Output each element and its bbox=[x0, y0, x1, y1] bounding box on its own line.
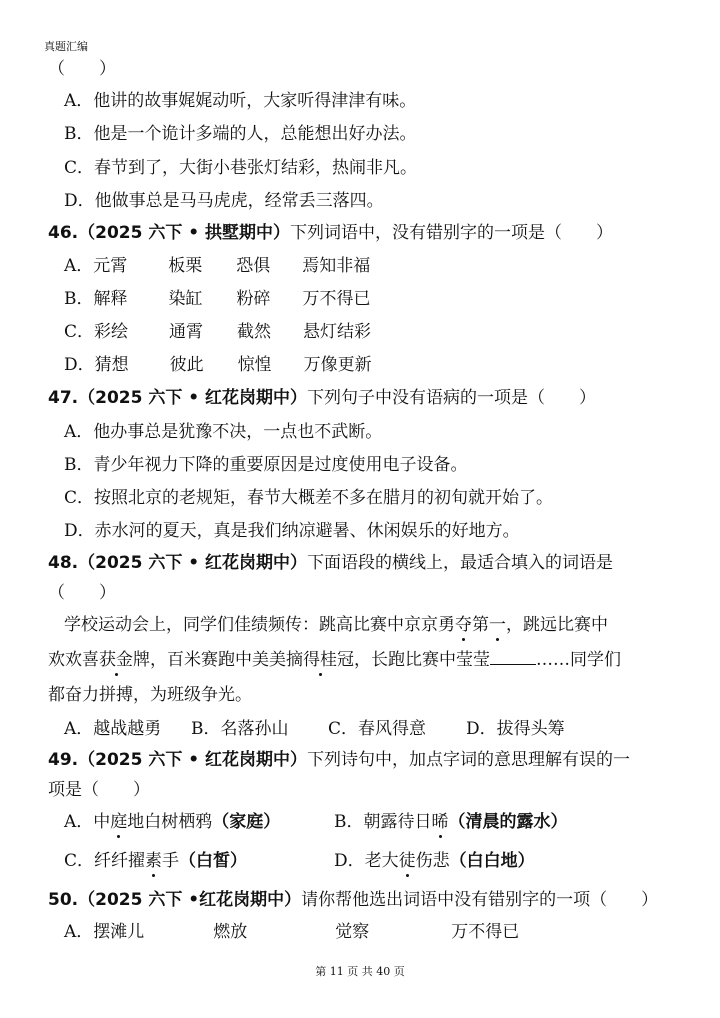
q47-option-d: D．赤水河的夏天，真是我们纳凉避暑、休闲娱乐的好地方。 bbox=[64, 521, 520, 541]
q50-a-letter: A． bbox=[64, 922, 94, 942]
q50-a-word-4: 万不得已 bbox=[451, 922, 520, 942]
q49-d-dotted-char: 徒 bbox=[398, 851, 416, 871]
q48-passage-text: ，跳远比赛中 bbox=[506, 615, 608, 635]
q46-b-word-3: 粉碎 bbox=[236, 289, 271, 309]
q49-options-row-2 bbox=[64, 850, 535, 872]
q46-b-letter: B． bbox=[64, 289, 94, 309]
q46-source: （2025 六下 • 拱墅期中） bbox=[78, 223, 291, 243]
q46-c-word-2: 通霄 bbox=[169, 322, 204, 342]
q45-option-c: C．春节到了，大街小巷张灯结彩，热闹非凡。 bbox=[64, 158, 418, 178]
q49-d-text: D．老大 bbox=[334, 851, 399, 871]
q49-b-text: B．朝露待日 bbox=[334, 812, 432, 832]
q49-stem-line-2: 项是（ ） bbox=[48, 780, 150, 800]
q48-passage-text: ，百米赛跑中美美 bbox=[150, 650, 286, 670]
q48-passage-line-1 bbox=[64, 614, 608, 636]
q49-option-c bbox=[64, 850, 334, 872]
q49-source: （2025 六下 • 红花岗期中） bbox=[78, 750, 308, 770]
q46-option-d bbox=[64, 354, 372, 376]
q50-number: 50. bbox=[48, 890, 79, 910]
q49-option-d bbox=[334, 851, 535, 871]
q48-passage-text: 学校运动会上，同学们佳绩频传：跳高比赛中京京勇 bbox=[64, 615, 455, 635]
q45-option-a: A．他讲的故事娓娓动听，大家听得津津有味。 bbox=[64, 91, 417, 111]
q46-option-c bbox=[64, 321, 371, 343]
q47-source: （2025 六下 • 红花岗期中） bbox=[78, 388, 308, 408]
q48-dotted-phrase: 喜获金牌 bbox=[82, 650, 150, 670]
q46-b-word-2: 染缸 bbox=[168, 289, 203, 309]
q49-c-text: 手 bbox=[162, 851, 180, 871]
q48-number: 48. bbox=[48, 553, 79, 573]
q48-passage-text: 第 bbox=[472, 615, 489, 635]
q49-c-dotted-char: 素 bbox=[145, 851, 163, 871]
q46-stem: 下列词语中，没有错别字的一项是（ ） bbox=[290, 223, 614, 243]
q50-a-word-3: 觉察 bbox=[335, 922, 370, 942]
q49-d-text: 伤悲 bbox=[415, 851, 450, 871]
q48-source: （2025 六下 • 红花岗期中） bbox=[78, 553, 308, 573]
q49-option-b bbox=[334, 812, 568, 832]
q48-passage-text: ，长跑比赛中莹莹 bbox=[354, 650, 490, 670]
q50-a-word-1: 摆滩儿 bbox=[93, 922, 145, 942]
q49-c-text: C．纤纤擢 bbox=[64, 851, 146, 871]
question-46 bbox=[48, 222, 613, 244]
q46-a-word-4: 焉知非福 bbox=[302, 256, 371, 276]
q46-d-word-1: 猜想 bbox=[94, 355, 129, 375]
q48-option-b: B．名落孙山 bbox=[191, 719, 289, 739]
q46-a-word-2: 板栗 bbox=[168, 256, 203, 276]
q46-b-word-1: 解释 bbox=[93, 289, 128, 309]
q50-stem: 请你帮他选出词语中没有错别字的一项（ ） bbox=[301, 890, 659, 910]
q46-c-word-1: 彩绘 bbox=[94, 322, 129, 342]
q46-option-a bbox=[64, 255, 370, 277]
q45-option-b: B．他是一个诡计多端的人，总能想出好办法。 bbox=[64, 124, 417, 144]
q48-options bbox=[64, 718, 565, 740]
page-footer: 第 11 页 共 40 页 bbox=[315, 965, 405, 978]
q47-option-c: C．按照北京的老规矩，春节大概差不多在腊月的初旬就开始了。 bbox=[64, 488, 554, 508]
q48-paren: （ ） bbox=[48, 583, 116, 603]
question-50 bbox=[48, 889, 658, 911]
q49-b-explanation: （清晨的露水） bbox=[448, 812, 568, 832]
q48-dotted-phrase: 摘得桂冠 bbox=[286, 650, 354, 670]
q46-option-b bbox=[64, 288, 371, 310]
q49-a-text: 地白树栖鸦 bbox=[127, 812, 213, 832]
q49-options-row-1 bbox=[64, 811, 568, 833]
q48-dotted-char: 一 bbox=[489, 615, 506, 635]
q48-dotted-char: 夺 bbox=[455, 615, 472, 635]
q46-c-letter: C． bbox=[64, 322, 95, 342]
q46-a-word-1: 元霄 bbox=[93, 256, 128, 276]
q50-a-word-2: 燃放 bbox=[213, 922, 248, 942]
q49-a-text: A．中 bbox=[64, 812, 111, 832]
q46-d-word-4: 万像更新 bbox=[303, 355, 372, 375]
q48-passage-line-3: 都奋力拼搏，为班级争光。 bbox=[48, 685, 252, 705]
q49-number: 49. bbox=[48, 750, 79, 770]
q49-option-a bbox=[64, 811, 334, 833]
q45-option-d: D．他做事总是马马虎虎，经常丢三落四。 bbox=[64, 191, 384, 211]
q46-c-word-3: 截然 bbox=[237, 322, 272, 342]
q46-d-word-2: 彼此 bbox=[169, 355, 204, 375]
q48-stem: 下面语段的横线上，最适合填入的词语是 bbox=[307, 553, 614, 573]
question-47 bbox=[48, 387, 596, 409]
q46-d-letter: D． bbox=[64, 355, 95, 375]
q46-b-word-4: 万不得已 bbox=[302, 289, 371, 309]
q49-a-explanation: （家庭） bbox=[212, 812, 281, 832]
q47-stem: 下列句子中没有语病的一项是（ ） bbox=[307, 388, 597, 408]
q49-a-dotted-char: 庭 bbox=[110, 812, 128, 832]
q49-b-dotted-char: 晞 bbox=[431, 812, 449, 832]
header-label: 真题汇编 bbox=[44, 40, 88, 53]
q50-option-a bbox=[64, 921, 519, 943]
q48-option-d: D．拔得头筹 bbox=[466, 719, 565, 739]
q48-option-c: C．春风得意 bbox=[328, 719, 427, 739]
q48-option-a: A．越战越勇 bbox=[64, 719, 162, 739]
q46-number: 46. bbox=[48, 223, 79, 243]
q48-passage-text: ……同学们 bbox=[536, 650, 621, 670]
q49-stem: 下列诗句中，加点字词的意思理解有误的一 bbox=[307, 750, 631, 770]
q46-a-letter: A． bbox=[64, 256, 94, 276]
q45-paren: （ ） bbox=[48, 59, 116, 79]
q46-d-word-3: 惊惶 bbox=[237, 355, 272, 375]
q50-source: （2025 六下 •红花岗期中） bbox=[78, 890, 302, 910]
q47-option-a: A．他办事总是犹豫不决，一点也不武断。 bbox=[64, 422, 383, 442]
q47-number: 47. bbox=[48, 388, 79, 408]
q49-d-explanation: （白白地） bbox=[449, 851, 535, 871]
q49-c-explanation: （白皙） bbox=[179, 851, 248, 871]
q46-a-word-3: 恐俱 bbox=[236, 256, 271, 276]
question-48 bbox=[48, 552, 613, 574]
q46-c-word-4: 悬灯结彩 bbox=[303, 322, 372, 342]
q48-passage-text: 欢欢 bbox=[48, 650, 82, 670]
question-49 bbox=[48, 749, 630, 771]
q48-fill-blank bbox=[490, 650, 536, 665]
q48-passage-line-2 bbox=[48, 649, 621, 671]
q47-option-b: B．青少年视力下降的重要原因是过度使用电子设备。 bbox=[64, 455, 468, 475]
